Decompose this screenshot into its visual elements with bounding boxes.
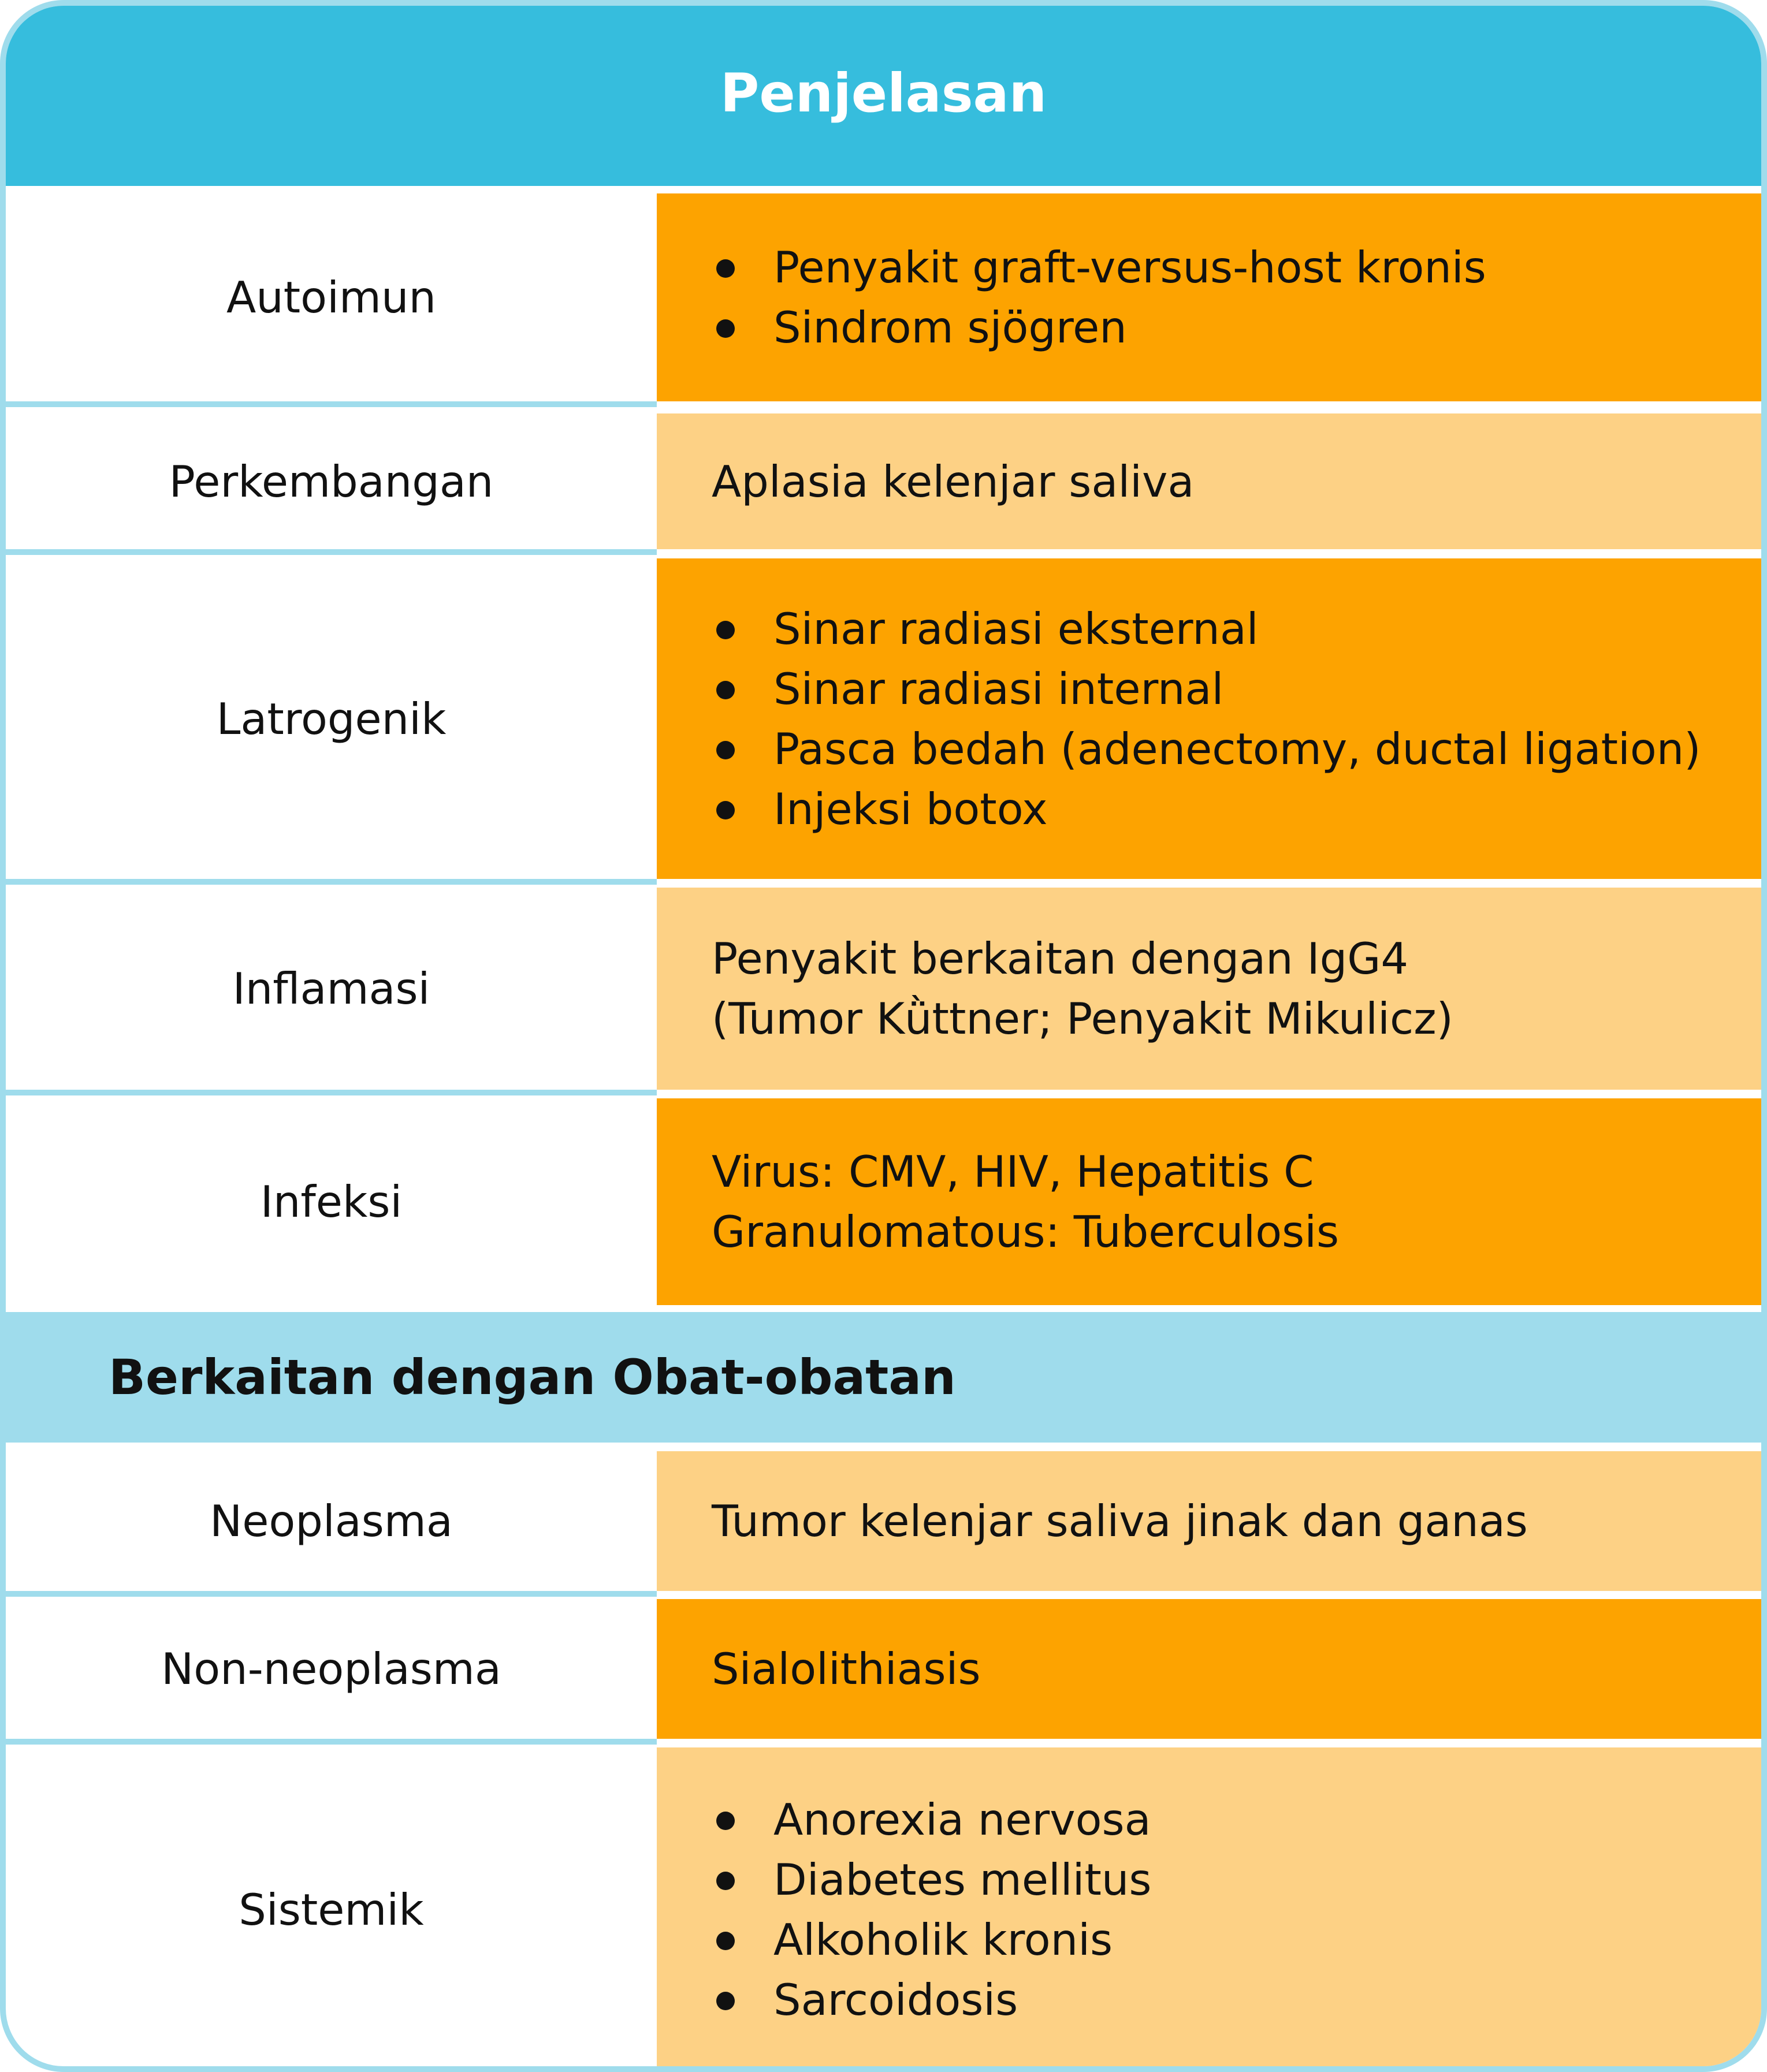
bullet-item: Sarcoidosis <box>712 1970 1761 2030</box>
content-line: Sialolithiasis <box>712 1644 981 1694</box>
bullet-item: Sinar radiasi internal <box>712 659 1761 719</box>
section-title: Berkaitan dengan Obat-obatan <box>109 1349 956 1406</box>
bullet-list <box>712 599 1761 839</box>
row-label: Autoimun <box>226 272 437 323</box>
section-header <box>6 1312 1761 1443</box>
bullet-item: Alkoholik kronis <box>712 1910 1761 1970</box>
row-divider <box>6 1739 657 1745</box>
bullet-icon <box>716 319 735 338</box>
bullet-item: Sindrom sjögren <box>712 297 1761 357</box>
content-line: Virus: CMV, HIV, Hepatitis C <box>712 1146 1314 1197</box>
bullet-item: Sinar radiasi eksternal <box>712 599 1761 659</box>
row-content <box>657 558 1761 879</box>
bullet-icon <box>716 1812 735 1830</box>
row-divider <box>6 1090 657 1095</box>
table-row <box>6 558 1761 879</box>
bullet-item: Pasca bedah (adenectomy, ductal ligation) <box>712 719 1761 779</box>
bullet-icon <box>716 259 735 278</box>
row-label: Non-neoplasma <box>161 1644 501 1694</box>
bullet-icon <box>716 681 735 699</box>
row-label: Latrogenik <box>216 693 447 744</box>
bullet-item: Injeksi botox <box>712 779 1761 839</box>
bullet-icon <box>716 1932 735 1950</box>
content-line: Aplasia kelenjar saliva <box>712 456 1195 507</box>
bullet-icon <box>716 1992 735 2010</box>
bullet-icon <box>716 1872 735 1890</box>
table-row <box>6 193 1761 401</box>
table-row <box>6 1451 1761 1591</box>
content-line: Granulomatous: Tuberculosis <box>712 1206 1340 1257</box>
table-header <box>6 6 1761 186</box>
row-divider <box>6 549 657 555</box>
table-row <box>6 1599 1761 1739</box>
table-row <box>6 1098 1761 1305</box>
bullet-icon <box>716 741 735 759</box>
row-content <box>657 1747 1761 2072</box>
bullet-item: Diabetes mellitus <box>712 1850 1761 1910</box>
content-line: (Tumor Kǜttner; Penyakit Mikulicz) <box>712 993 1453 1044</box>
row-content <box>657 1451 1761 1591</box>
content-line: Penyakit berkaitan dengan IgG4 <box>712 933 1409 984</box>
row-content <box>657 888 1761 1090</box>
row-divider <box>6 401 657 407</box>
table-row <box>6 888 1761 1090</box>
row-label: Neoplasma <box>210 1496 453 1546</box>
bullet-list <box>712 1790 1761 2030</box>
row-content <box>657 1599 1761 1739</box>
row-divider <box>6 879 657 885</box>
bullet-item: Penyakit graft-versus-host kronis <box>712 237 1761 297</box>
row-content <box>657 193 1761 401</box>
row-content <box>657 413 1761 549</box>
header-title: Penjelasan <box>720 62 1047 124</box>
bullet-list <box>712 237 1761 357</box>
row-label: Infeksi <box>260 1176 403 1227</box>
content-line: Tumor kelenjar saliva jinak dan ganas <box>712 1496 1528 1546</box>
bullet-icon <box>716 801 735 819</box>
table-row <box>6 1747 1761 2072</box>
bullet-item: Anorexia nervosa <box>712 1790 1761 1850</box>
row-label: Sistemik <box>239 1884 424 1935</box>
table-row <box>6 413 1761 549</box>
row-divider <box>6 1591 657 1597</box>
row-label: Perkembangan <box>169 456 494 507</box>
row-content <box>657 1098 1761 1305</box>
row-label: Inflamasi <box>232 963 430 1014</box>
bullet-icon <box>716 621 735 639</box>
